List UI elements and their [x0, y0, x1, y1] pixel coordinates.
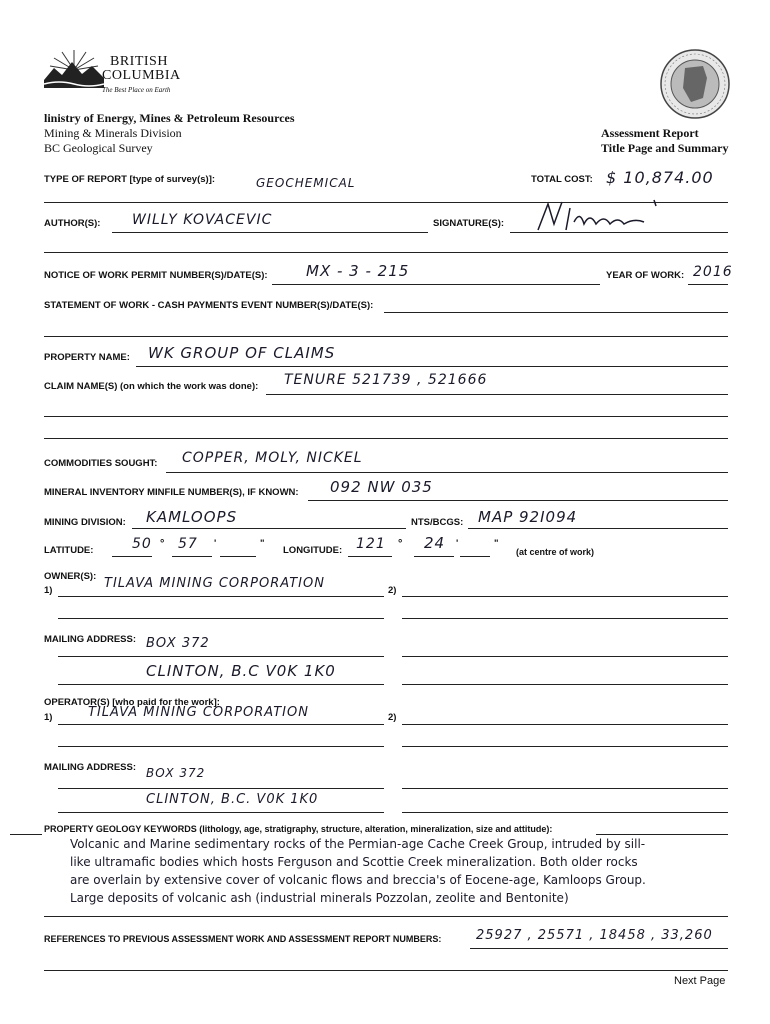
owner-2-line: [402, 596, 728, 597]
owner-2b-line: [402, 618, 728, 619]
next-page-link[interactable]: Next Page: [674, 975, 726, 987]
lat-second-symbol: ": [260, 538, 265, 549]
signature-line: [510, 232, 728, 233]
lon-minute-symbol: ': [456, 538, 459, 549]
operator-item-2-label: 2): [388, 712, 397, 723]
longitude-degrees: 121: [356, 536, 386, 552]
geology-top-rule: [10, 834, 42, 835]
geology-keywords-text: Volcanic and Marine sedimentary rocks of the Permian-age Cache Creek Group, intruded by sill-like ultramafic bodies which hosts Ferguson and Scottie Creek mineralization. Both older rocks are overlain by extensive cover of volcanic flows and breccia's of Eocene-age, Kamloops Group. Large deposits of volcanic ash (industrial minerals Pozzolan, zeolite and Bentonite): [70, 837, 646, 905]
operator-addr-1b-line: [402, 788, 728, 789]
type-of-report-value: GEOCHEMICAL: [256, 176, 356, 190]
lon-second-symbol: ": [494, 538, 499, 549]
owner-1-value: TILAVA MINING CORPORATION: [104, 576, 325, 591]
author-line: [112, 232, 428, 233]
logo-line2: COLUMBIA: [102, 68, 181, 83]
latitude-degrees: 50: [132, 536, 152, 552]
centre-of-work-note: (at centre of work): [516, 547, 595, 557]
geological-survey-seal-icon: [659, 48, 731, 120]
divider-5: [44, 438, 728, 439]
signature-label: SIGNATURE(S):: [433, 218, 505, 229]
statement-line: [384, 312, 728, 313]
lon-deg-line: [348, 556, 392, 557]
owner-1-line: [58, 596, 384, 597]
nts-line: [468, 528, 728, 529]
operator-addr-2-line: [58, 812, 384, 813]
operator-addr-1-line: [58, 788, 384, 789]
nts-value: MAP 92I094: [478, 508, 578, 526]
divider-2: [44, 252, 728, 253]
references-label: REFERENCES TO PREVIOUS ASSESSMENT WORK AND ASSESSMENT REPORT NUMBERS:: [44, 934, 442, 944]
mining-division-value: KAMLOOPS: [146, 508, 238, 526]
property-name-label: PROPERTY NAME:: [44, 352, 130, 363]
minfile-label: MINERAL INVENTORY MINFILE NUMBER(S), IF KNOWN:: [44, 487, 299, 498]
divider-final: [44, 970, 728, 971]
permit-value: MX - 3 - 215: [306, 262, 410, 280]
property-line: [136, 366, 728, 367]
minfile-value: 092 NW 035: [330, 478, 433, 496]
owners-label: OWNER(S):: [44, 571, 97, 582]
division-name: Mining & Minerals Division: [44, 126, 182, 140]
latitude-label: LATITUDE:: [44, 545, 94, 556]
owner-1b-line: [58, 618, 384, 619]
owner-mailing-label: MAILING ADDRESS:: [44, 634, 137, 645]
operator-2b-line: [402, 746, 728, 747]
survey-name: BC Geological Survey: [44, 141, 153, 155]
operator-item-1-label: 1): [44, 712, 53, 723]
claim-names-value: TENURE 521739 , 521666: [284, 372, 488, 388]
total-cost-label: TOTAL COST:: [531, 174, 593, 185]
author-value: WILLY KOVACEVIC: [132, 212, 273, 228]
longitude-label: LONGITUDE:: [283, 545, 343, 556]
signature-image: [530, 196, 670, 236]
bc-mountain-sun-logo-icon: [44, 48, 104, 88]
permit-label: NOTICE OF WORK PERMIT NUMBER(S)/DATE(S):: [44, 270, 268, 281]
mining-division-line: [132, 528, 406, 529]
operator-1-value: TILAVA MINING CORPORATION: [88, 705, 309, 720]
year-of-work-label: YEAR OF WORK:: [606, 270, 685, 281]
references-line: [470, 948, 728, 949]
statement-of-work-label: STATEMENT OF WORK - CASH PAYMENTS EVENT NUMBER(S)/DATE(S):: [44, 300, 374, 311]
lon-sec-line: [460, 556, 490, 557]
commodities-line: [166, 472, 728, 473]
minfile-line: [308, 500, 728, 501]
type-of-report-label: TYPE OF REPORT [type of survey(s)]:: [44, 174, 216, 185]
operator-1-line: [58, 724, 384, 725]
logo-tagline: The Best Place on Earth: [102, 86, 171, 94]
commodities-value: COPPER, MOLY, NICKEL: [182, 450, 363, 466]
report-title-2: Title Page and Summary: [601, 141, 729, 155]
lon-min-line: [414, 556, 454, 557]
logo-line1: BRITISH: [110, 54, 168, 69]
year-line: [688, 284, 728, 285]
operator-2-line: [402, 724, 728, 725]
mining-division-label: MINING DIVISION:: [44, 517, 126, 528]
owner-addr-2-line: [58, 684, 384, 685]
operators-label: OPERATOR(S) [who paid for the work]:: [44, 697, 220, 708]
lon-degree-symbol: °: [398, 538, 403, 550]
lat-deg-line: [112, 556, 152, 557]
owner-item-2-label: 2): [388, 585, 397, 596]
claim-names-label: CLAIM NAME(S) (on which the work was done):: [44, 381, 259, 392]
commodities-label: COMMODITIES SOUGHT:: [44, 458, 158, 469]
operator-addr-2b-line: [402, 812, 728, 813]
geology-label: PROPERTY GEOLOGY KEYWORDS (lithology, age, stratigraphy, structure, alteration, mineralization, size and attitude):: [44, 824, 553, 834]
divider-4: [44, 416, 728, 417]
lat-minute-symbol: ': [214, 538, 217, 549]
owner-addr-2b-line: [402, 684, 728, 685]
owner-item-1-label: 1): [44, 585, 53, 596]
lat-sec-line: [220, 556, 256, 557]
divider-geology-end: [44, 916, 728, 917]
author-label: AUTHOR(S):: [44, 218, 101, 229]
report-title-1: Assessment Report: [601, 126, 699, 140]
nts-label: NTS/BCGS:: [411, 517, 464, 528]
ministry-name: linistry of Energy, Mines & Petroleum Resources: [44, 111, 295, 125]
operator-address-1: BOX 372: [146, 766, 206, 780]
divider-3: [44, 336, 728, 337]
references-value: 25927 , 25571 , 18458 , 33,260: [476, 928, 713, 943]
owner-address-1: BOX 372: [146, 636, 210, 651]
lat-min-line: [172, 556, 212, 557]
owner-addr-1-line: [58, 656, 384, 657]
operator-address-2: CLINTON, B.C. V0K 1K0: [146, 792, 319, 807]
latitude-minutes: 57: [178, 536, 198, 552]
longitude-minutes: 24: [424, 534, 446, 552]
operator-mailing-label: MAILING ADDRESS:: [44, 762, 137, 773]
year-of-work-value: 2016: [693, 264, 733, 280]
claim-line: [266, 394, 728, 395]
total-cost-value: $ 10,874.00: [606, 168, 714, 187]
owner-addr-1b-line: [402, 656, 728, 657]
permit-line: [272, 284, 600, 285]
property-name-value: WK GROUP OF CLAIMS: [148, 344, 336, 362]
operator-1b-line: [58, 746, 384, 747]
lat-degree-symbol: °: [160, 538, 165, 550]
owner-address-2: CLINTON, B.C V0K 1K0: [146, 662, 336, 680]
bc-logo: [44, 48, 194, 94]
